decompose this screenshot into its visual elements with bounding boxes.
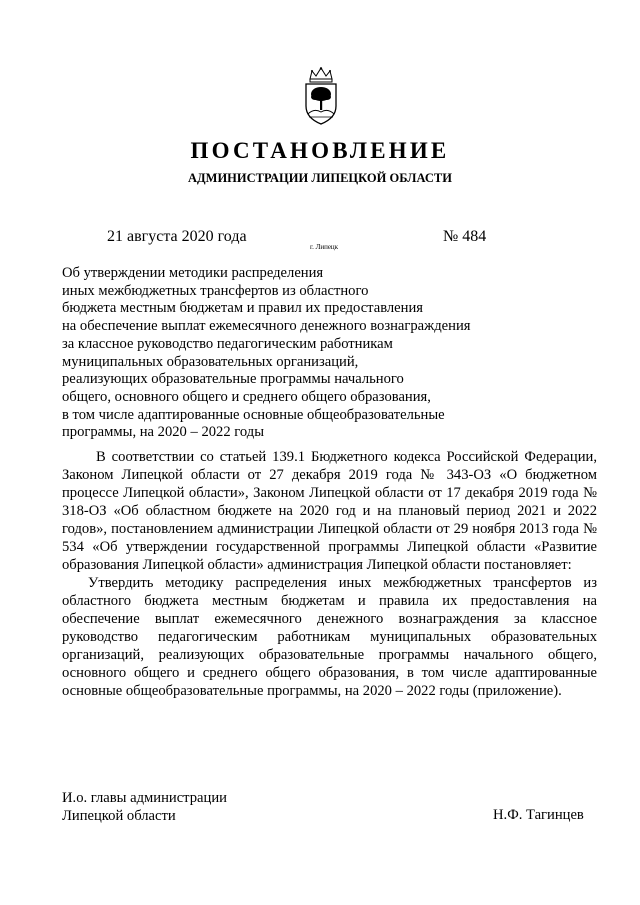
subject-line: в том числе адаптированные основные общеобразовательные <box>62 406 445 423</box>
coat-of-arms-icon <box>300 66 342 126</box>
subject-line: иных межбюджетных трансфертов из областного <box>62 282 369 299</box>
signatory-position-line: И.о. главы администрации <box>62 790 227 806</box>
issuing-authority: АДМИНИСТРАЦИИ ЛИПЕЦКОЙ ОБЛАСТИ <box>188 171 452 185</box>
subject-line: Об утверждении методики распределения <box>62 265 324 281</box>
subject-line: программы, на 2020 – 2022 годы <box>62 424 265 441</box>
subject-line: общего, основного общего и среднего общего образования, <box>62 388 431 405</box>
signatory-position-line: Липецкой области <box>62 808 176 824</box>
body-paragraph-resolution: Утвердить методику распределения иных межбюджетных трансфертов из областного бюджета местным бюджетам и правила их предоставления на обеспечение выплат ежемесячного денежного вознаграждения за классное руководство педагогическим работникам муниципальных образовательных организаций, реализующих образовательные программы начального общего, основного общего и среднего общего образования, в том числе адаптированные основные общеобразовательные программы, на 2020 – 2022 годы (приложение). <box>62 575 597 699</box>
subject-line: за классное руководство педагогическим работникам <box>62 335 393 352</box>
signatory-name: Н.Ф. Тагинцев <box>493 807 584 823</box>
document-body <box>62 448 597 700</box>
signatory-position <box>62 789 227 825</box>
document-number: № 484 <box>443 228 487 245</box>
subject-line: на обеспечение выплат ежемесячного денежного вознаграждения <box>62 318 471 335</box>
document-date: 21 августа 2020 года <box>107 228 247 245</box>
subject-line: реализующих образовательные программы начального <box>62 371 404 388</box>
document-title: ПОСТАНОВЛЕНИЕ <box>190 138 450 163</box>
document-subject <box>62 265 522 442</box>
body-paragraph-preamble: В соответствии со статьей 139.1 Бюджетного кодекса Российской Федерации, Законом Липецкой области от 27 декабря 2019 года № 343-ОЗ «О бюджетном процессе Липецкой области», Законом Липецкой области от 17 декабря 2019 года № 318-ОЗ «Об областном бюджете на 2020 год и на плановый период 2021 и 2022 годов», постановлением администрации Липецкой области от 29 ноября 2013 года № 534 «Об утверждении государственной программы Липецкой области «Развитие образования Липецкой области» администрация Липецкой области постановляет: <box>62 449 597 573</box>
subject-line: бюджета местным бюджетам и правил их предоставления <box>62 300 423 317</box>
subject-line: муниципальных образовательных организаций, <box>62 353 359 370</box>
document-place: г. Липецк <box>310 243 339 251</box>
